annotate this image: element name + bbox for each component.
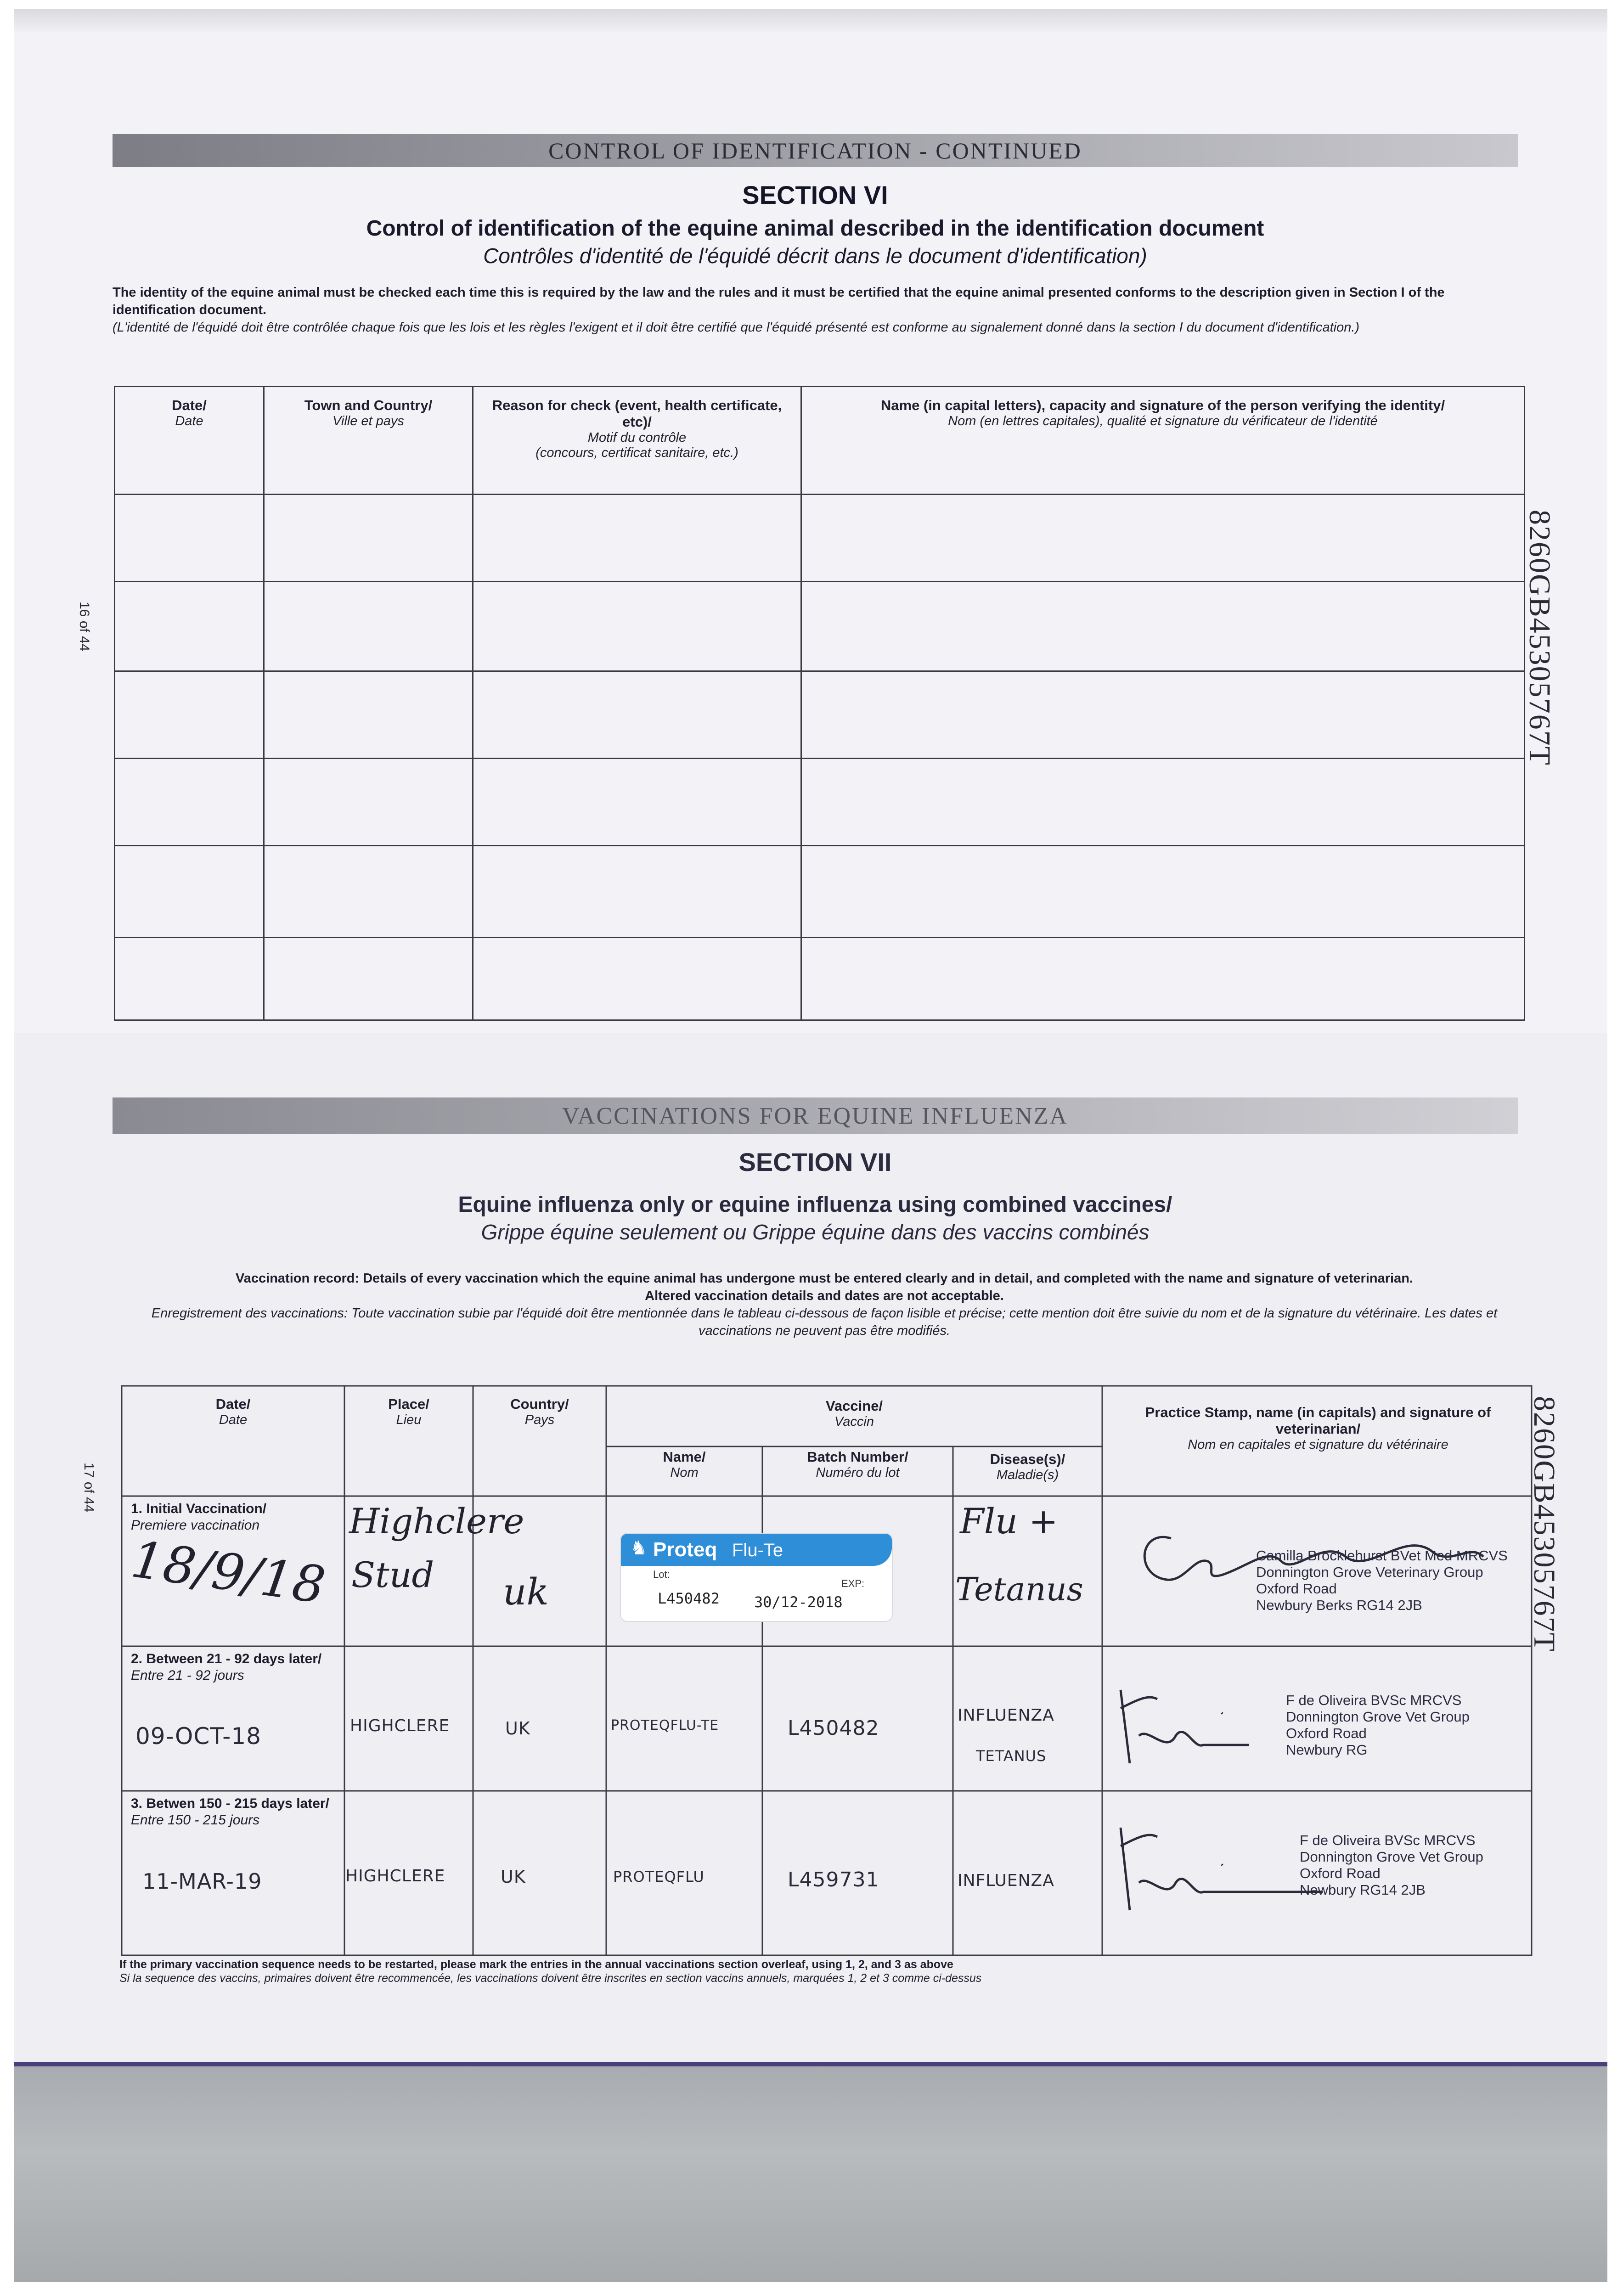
row-2-country: UK [505,1718,530,1739]
col-reason-fr: Motif du contrôle [587,430,687,445]
vcol-country [473,1396,606,1428]
stamp-2-line-1: F de Oliveira BVSc MRCVS [1286,1692,1462,1708]
row-2-label [131,1651,338,1684]
row-3-signature [1111,1818,1332,1919]
stamp-1-line-3: Oxford Road [1256,1581,1337,1597]
vcol-batch-en: Batch Number/ [807,1449,908,1465]
vcol-date [122,1396,344,1428]
vcol-disease-en: Disease(s)/ [990,1451,1065,1467]
record-en-label: Vaccination record: [236,1271,360,1286]
passport-number-vii: 8260GB45305767T [1527,1396,1561,1652]
instruction-en: The identity of the equine animal must be checked each time this is required by the law and the rules and it must be certified that the equine animal presented conforms to the description given in Section I of the identification document. [113,285,1445,317]
stamp-3-line-3: Oxford Road [1300,1865,1381,1881]
record-fr-label: Enregistrement des vaccinations: [151,1306,348,1321]
row-2-label-en: 2. Between 21 - 92 days later/ [131,1651,322,1666]
section-vii-title: SECTION VII [738,1148,892,1176]
section-vii-subtitle-fr: Grippe équine seulement ou Grippe équine dans des vaccins combinés [481,1220,1150,1244]
instruction-fr: (L'identité de l'équidé doit être contrôlée chaque fois que les lois et les règles l'exigent et il doit être certifié que l'équidé présenté est conforme au signalement donné dans la section I du document d'identification.) [113,320,1360,335]
row-1-country: uk [503,1570,549,1613]
row-1-label-fr: Premiere vaccination [131,1518,260,1533]
record-fr: Toute vaccination subie par l'équidé doit être mentionnée dans le tableau ci-dessous de façon lisible et précise; cette mention doit être suivie du nom et de la signature du vétérinaire. Les dates et vaccinations ne peuvent pas être modifiés. [351,1306,1498,1338]
section-vi-subtitle-en: Control of identification of the equine animal described in the identification document [366,216,1264,241]
row-1-place-line1: Highclere [349,1501,524,1542]
vcol-date-fr: Date [219,1412,248,1427]
vcol-vaccine [606,1398,1102,1429]
row-3-place: HIGHCLERE [345,1867,445,1885]
section-vii-subtitle-en: Equine influenza only or equine influenza using combined vaccines/ [458,1193,1172,1217]
restart-footnote [119,1958,1497,1985]
stamp-1-line-4: Newbury Berks RG14 2JB [1256,1597,1422,1613]
col-town-fr: Ville et pays [332,414,404,428]
stamp-2-line-2: Donnington Grove Vet Group [1286,1709,1470,1725]
vcol-name [606,1449,762,1480]
row-1-label-en: 1. Initial Vaccination/ [131,1501,267,1516]
sticker-product: Flu-Te [732,1540,783,1560]
row-3-disease-line1: INFLUENZA [958,1871,1054,1890]
row-3-label-en: 3. Betwen 150 - 215 days later/ [131,1796,329,1811]
vcol-name-fr: Nom [670,1465,699,1480]
row-3-label [131,1795,338,1829]
footnote-en: If the primary vaccination sequence needs to be restarted, please mark the entries in the annual vaccinations section overleaf, using 1, 2, and 3 as above [119,1958,953,1971]
sticker-exp-label: EXP: [841,1578,865,1589]
vcol-date-en: Date/ [215,1396,251,1412]
row-2-disease-line1: INFLUENZA [958,1706,1054,1725]
col-reason-en: Reason for check (event, health certificate, etc)/ [492,397,782,430]
row-3-date: 11-MAR-19 [142,1869,262,1894]
row-1-label [131,1501,338,1534]
col-reason-fr2: (concours, certificat sanitaire, etc.) [535,445,738,460]
row-1-disease-line1: Flu + [960,1501,1058,1542]
row-2-signature [1111,1681,1295,1773]
row-2-place: HIGHCLERE [350,1716,450,1735]
vcol-vaccine-en: Vaccine/ [825,1398,883,1414]
vcol-country-en: Country/ [510,1396,569,1412]
row-3-stamp [1300,1832,1483,1898]
row-1-disease-line2: Tetanus [955,1570,1083,1608]
row-3-label-fr: Entre 150 - 215 jours [131,1812,260,1828]
page-number-17: 17 of 44 [81,1463,96,1513]
sticker-brand: Proteq [653,1538,717,1561]
vcol-vaccine-fr: Vaccin [834,1414,874,1429]
stamp-3-line-2: Donnington Grove Vet Group [1300,1849,1483,1865]
stamp-3-line-1: F de Oliveira BVSc MRCVS [1300,1832,1476,1848]
section-vii-header: VACCINATIONS FOR EQUINE INFLUENZA [562,1103,1068,1129]
horse-icon: ♞ [630,1537,648,1559]
col-town-en: Town and Country/ [304,397,433,413]
vcol-country-fr: Pays [524,1412,555,1427]
sticker-lot: L450482 [658,1590,720,1607]
vcol-stamp-fr: Nom en capitales et signature du vétérinaire [1188,1437,1448,1452]
vcol-name-en: Name/ [663,1449,706,1465]
row-2-date: 09-OCT-18 [135,1723,261,1750]
row-1-place-line2: Stud [351,1554,434,1595]
record-en-2: Altered vaccination details and dates are not acceptable. [645,1289,1004,1303]
stamp-2-line-4: Newbury RG [1286,1742,1368,1758]
row-2-label-fr: Entre 21 - 92 jours [131,1668,244,1683]
record-en: Details of every vaccination which the equine animal has undergone must be entered clearly and in detail, and completed with the name and signature of veterinarian. [363,1271,1413,1286]
footnote-fr: Si la sequence des vaccins, primaires doivent être recommencée, les vaccinations doivent être inscrites en section vaccins annuels, marquées 1, 2 et 3 comme ci-dessus [119,1972,982,1985]
vcol-stamp [1111,1404,1525,1452]
vcol-disease-fr: Maladie(s) [996,1468,1059,1482]
scanner-background [14,2066,1607,2282]
vcol-place-en: Place/ [388,1396,429,1412]
row-1-date: 18/9/18 [128,1530,329,1615]
passport-number-vi: 8260GB45305767T [1523,510,1556,766]
row-3-vaccine: PROTEQFLU [613,1868,704,1885]
col-date-en: Date/ [172,397,207,413]
stamp-1-line-2: Donnington Grove Veterinary Group [1256,1564,1483,1580]
vcol-disease [953,1451,1102,1483]
page-number-16: 16 of 44 [77,602,92,652]
row-3-batch: L459731 [788,1868,879,1891]
vcol-batch [762,1449,953,1480]
row-3-country: UK [501,1867,526,1887]
sticker-exp: 30/12-2018 [754,1593,843,1611]
section-vi-title: SECTION VI [742,180,888,209]
row-1-stamp [1256,1548,1508,1614]
vaccine-batch-sticker [620,1533,893,1622]
row-2-stamp [1286,1692,1470,1758]
row-2-disease-line2: TETANUS [976,1747,1047,1765]
vcol-place [344,1396,473,1428]
stamp-2-line-3: Oxford Road [1286,1725,1367,1741]
stamp-1-line-1: Camilla Brocklehurst BVet Med MRCVS [1256,1548,1508,1564]
col-verifier-fr: Nom (en lettres capitales), qualité et signature du vérificateur de l'identité [948,414,1378,428]
vcol-batch-fr: Numéro du lot [816,1465,900,1480]
col-verifier-en: Name (in capital letters), capacity and signature of the person verifying the identity/ [880,397,1445,413]
stamp-3-line-4: Newbury RG14 2JB [1300,1882,1426,1898]
section-vi-subtitle-fr: Contrôles d'identité de l'équidé décrit dans le document d'identification) [483,244,1147,268]
col-date-fr: Date [175,414,203,428]
row-2-batch: L450482 [788,1716,879,1740]
row-2-vaccine: PROTEQFLU-TE [611,1717,719,1733]
section-vi-header: CONTROL OF IDENTIFICATION - CONTINUED [548,138,1082,163]
vcol-place-fr: Lieu [396,1412,422,1427]
vcol-stamp-en: Practice Stamp, name (in capitals) and signature of veterinarian/ [1145,1404,1491,1437]
sticker-lot-label: Lot: [653,1569,670,1580]
